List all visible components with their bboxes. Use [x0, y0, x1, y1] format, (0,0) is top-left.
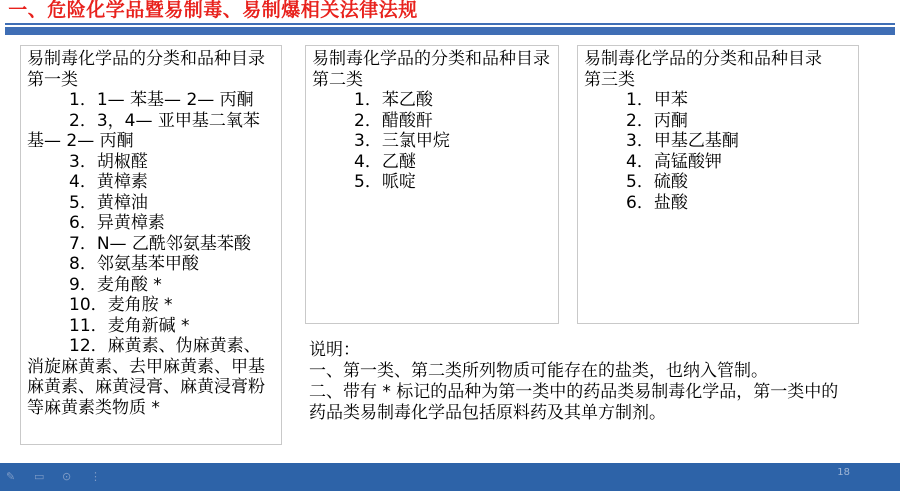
box-heading: 易制毒化学品的分类和品种目录: [312, 49, 550, 69]
list-item: 6．盐酸: [626, 192, 688, 213]
category-label: 第一类: [27, 69, 78, 90]
footer-bar: [0, 463, 900, 491]
title-rule-thick: [5, 27, 895, 35]
notes-section: [309, 340, 849, 424]
title-rule-thin: [5, 23, 895, 25]
list-item: 2．3，4— 亚甲基二氧苯基— 2— 丙酮: [27, 110, 260, 151]
list-item: 4．乙醚: [354, 151, 416, 172]
list-item: 9．麦角酸 *: [69, 274, 162, 295]
list-item: 5．黄樟油: [69, 192, 148, 213]
list-item: 8．邻氨基苯甲酸: [69, 254, 199, 274]
list-item: 3．胡椒醛: [69, 151, 148, 172]
slideshow-toolbar: [6, 471, 104, 483]
slide-title: 一、危险化学品暨易制毒、易制爆相关法律法规: [8, 0, 418, 21]
list-item: 5．硫酸: [626, 172, 688, 192]
pen-icon[interactable]: ✎: [6, 470, 16, 483]
list-item: 10．麦角胺 *: [69, 295, 173, 315]
box-heading: 易制毒化学品的分类和品种目录: [584, 49, 822, 69]
list-item: 2．醋酸酐: [354, 110, 433, 131]
list-item: 7．N— 乙酰邻氨基苯酸: [69, 233, 251, 254]
list-item: 1．苯乙酸: [354, 90, 433, 110]
page-number: 18: [837, 467, 850, 478]
list-item: 6．异黄樟素: [69, 213, 165, 233]
list-item: 1．甲苯: [626, 90, 688, 110]
list-item: 11．麦角新碱 *: [69, 315, 190, 336]
menu-icon[interactable]: ▭: [34, 470, 45, 483]
notes-label: 说明：: [309, 340, 360, 360]
list-item: 3．三氯甲烷: [354, 131, 450, 151]
note-line: 二、带有 * 标记的品种为第一类中的药品类易制毒化学品，第一类中的药品类易制毒化学品包括原料药及其单方制剂。: [309, 382, 839, 423]
more-icon[interactable]: ⋮: [90, 470, 101, 483]
list-item: 3．甲基乙基酮: [626, 131, 739, 151]
list-item: 1．1— 苯基— 2— 丙酮: [69, 90, 254, 110]
category-three-box: [577, 45, 859, 324]
zoom-icon[interactable]: ⊙: [62, 470, 72, 483]
category-one-box: [20, 45, 282, 445]
list-item: 4．高锰酸钾: [626, 151, 722, 172]
list-item: 4．黄樟素: [69, 172, 148, 192]
box-heading: 易制毒化学品的分类和品种目录: [27, 49, 265, 69]
list-item: 12．麻黄素、伪麻黄素、消旋麻黄素、去甲麻黄素、甲基麻黄素、麻黄浸膏、麻黄浸膏粉等麻黄素类物质 *: [27, 336, 265, 418]
list-item: 2．丙酮: [626, 110, 688, 131]
note-line: 一、第一类、第二类所列物质可能存在的盐类，也纳入管制。: [309, 361, 768, 381]
category-label: 第三类: [584, 69, 635, 90]
category-label: 第二类: [312, 69, 363, 90]
category-two-box: [305, 45, 559, 324]
list-item: 5．哌啶: [354, 172, 416, 192]
